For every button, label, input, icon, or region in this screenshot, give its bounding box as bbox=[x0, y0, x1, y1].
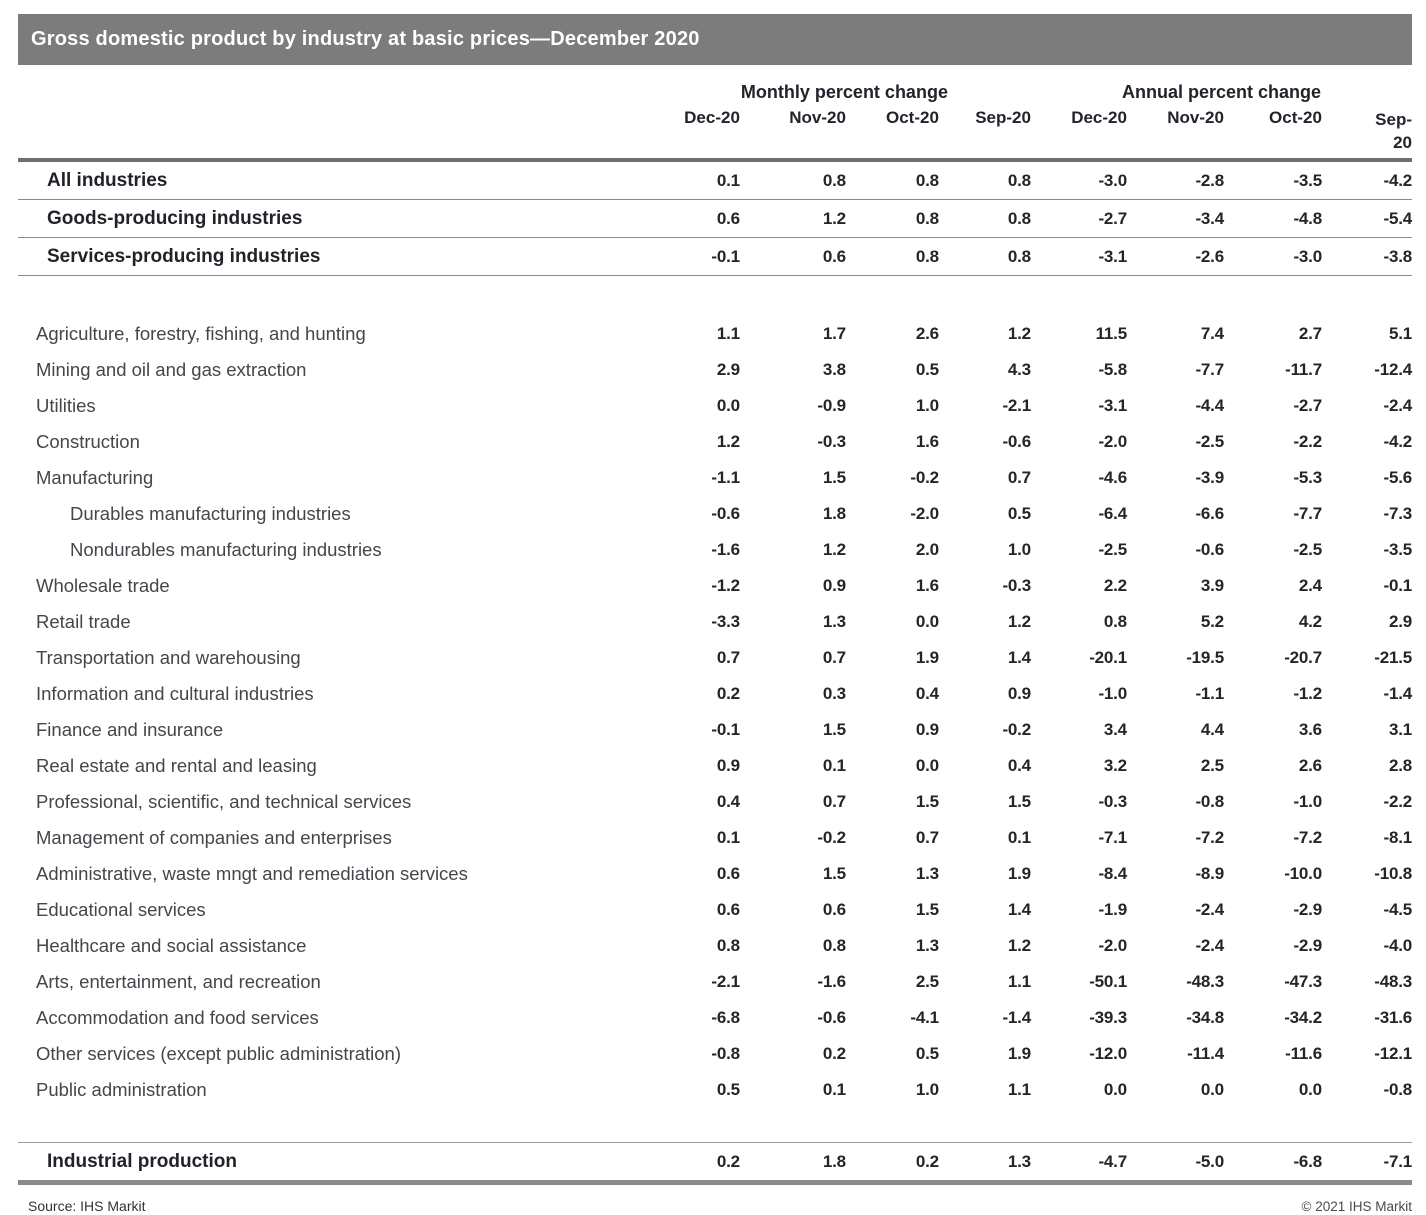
cell-value: 4.4 bbox=[1200, 720, 1224, 739]
footer bbox=[18, 1198, 1412, 1214]
row-label: Mining and oil and gas extraction bbox=[36, 359, 307, 380]
table-row bbox=[18, 1000, 1412, 1036]
column-header: Oct-20 bbox=[886, 108, 939, 127]
row-label: Retail trade bbox=[36, 611, 131, 632]
column-header: Dec-20 bbox=[1071, 108, 1127, 127]
cell-value: -11.6 bbox=[1285, 1044, 1322, 1063]
cell-value: -2.9 bbox=[1293, 936, 1322, 955]
cell-value: 0.8 bbox=[1103, 612, 1127, 631]
cell-value: -50.1 bbox=[1089, 972, 1127, 991]
cell-value: -0.6 bbox=[1195, 540, 1224, 559]
cell-value: -2.0 bbox=[1098, 432, 1127, 451]
cell-value: 0.7 bbox=[716, 648, 740, 667]
table-row bbox=[18, 160, 1412, 200]
cell-value: -2.2 bbox=[1383, 792, 1412, 811]
cell-value: 0.6 bbox=[822, 900, 846, 919]
cell-value: 2.0 bbox=[915, 540, 939, 559]
cell-value: 0.3 bbox=[822, 684, 846, 703]
cell-value: -1.9 bbox=[1098, 900, 1127, 919]
cell-value: -7.3 bbox=[1383, 504, 1412, 523]
cell-value: -4.1 bbox=[910, 1008, 939, 1027]
cell-value: -0.3 bbox=[1098, 792, 1127, 811]
monthly-group-header: Monthly percent change bbox=[740, 82, 948, 102]
table-row bbox=[18, 200, 1412, 238]
cell-value: 2.9 bbox=[1388, 612, 1412, 631]
cell-value: -1.6 bbox=[711, 540, 740, 559]
cell-value: 1.3 bbox=[1007, 1151, 1031, 1171]
table-row bbox=[18, 820, 1412, 856]
cell-value: -4.0 bbox=[1383, 936, 1412, 955]
cell-value: 0.8 bbox=[915, 170, 939, 190]
row-label: Services-producing industries bbox=[47, 245, 321, 267]
source-note: Source: IHS Markit bbox=[28, 1198, 146, 1214]
cell-value: -2.2 bbox=[1293, 432, 1322, 451]
cell-value: -2.4 bbox=[1195, 936, 1224, 955]
cell-value: 3.1 bbox=[1388, 720, 1412, 739]
cell-value: -2.4 bbox=[1195, 900, 1224, 919]
table-row bbox=[18, 1036, 1412, 1072]
cell-value: 0.8 bbox=[822, 936, 846, 955]
cell-value: 2.9 bbox=[716, 360, 740, 379]
row-label: Information and cultural industries bbox=[36, 683, 314, 704]
cell-value: -12.0 bbox=[1089, 1044, 1127, 1063]
cell-value: 3.6 bbox=[1298, 720, 1322, 739]
cell-value: -0.1 bbox=[711, 720, 740, 739]
cell-value: -3.8 bbox=[1383, 246, 1412, 266]
cell-value: 1.2 bbox=[716, 432, 740, 451]
row-label: Wholesale trade bbox=[36, 575, 170, 596]
cell-value: -2.9 bbox=[1293, 900, 1322, 919]
cell-value: -1.0 bbox=[1293, 792, 1322, 811]
cell-value: 0.5 bbox=[915, 360, 939, 379]
cell-value: 0.4 bbox=[1007, 756, 1031, 775]
cell-value: -4.8 bbox=[1293, 208, 1322, 228]
table-row bbox=[18, 928, 1412, 964]
cell-value: -1.2 bbox=[711, 576, 740, 595]
cell-value: 1.3 bbox=[915, 864, 939, 883]
row-label: Utilities bbox=[36, 395, 96, 416]
cell-value: 0.9 bbox=[1007, 684, 1031, 703]
cell-value: 0.0 bbox=[1298, 1080, 1322, 1099]
cell-value: 1.5 bbox=[915, 900, 939, 919]
cell-value: -2.5 bbox=[1098, 540, 1127, 559]
cell-value: -3.1 bbox=[1098, 396, 1127, 415]
cell-value: -4.2 bbox=[1383, 170, 1412, 190]
cell-value: 2.5 bbox=[1200, 756, 1224, 775]
row-label: Healthcare and social assistance bbox=[36, 935, 307, 956]
cell-value: 1.2 bbox=[822, 208, 846, 228]
cell-value: -7.2 bbox=[1293, 828, 1322, 847]
cell-value: -6.8 bbox=[711, 1008, 740, 1027]
cell-value: 1.5 bbox=[822, 720, 846, 739]
table-row bbox=[18, 892, 1412, 928]
cell-value: -8.9 bbox=[1195, 864, 1224, 883]
table-row bbox=[18, 388, 1412, 424]
cell-value: -8.1 bbox=[1383, 828, 1412, 847]
cell-value: -7.7 bbox=[1293, 504, 1322, 523]
cell-value: -0.8 bbox=[711, 1044, 740, 1063]
row-label: Public administration bbox=[36, 1079, 207, 1100]
cell-value: 7.4 bbox=[1200, 324, 1224, 343]
cell-value: 1.5 bbox=[1007, 792, 1031, 811]
table-header bbox=[18, 75, 1412, 160]
cell-value: -0.1 bbox=[1383, 576, 1412, 595]
table-row bbox=[18, 532, 1412, 568]
row-label: Management of companies and enterprises bbox=[36, 827, 392, 848]
cell-value: 0.6 bbox=[716, 864, 740, 883]
cell-value: -3.3 bbox=[711, 612, 740, 631]
cell-value: -6.6 bbox=[1195, 504, 1224, 523]
cell-value: -3.9 bbox=[1195, 468, 1224, 487]
cell-value: -6.8 bbox=[1293, 1151, 1322, 1171]
column-header: Nov-20 bbox=[1167, 108, 1224, 127]
cell-value: -34.2 bbox=[1284, 1008, 1322, 1027]
cell-value: -10.8 bbox=[1374, 864, 1412, 883]
table-row bbox=[18, 748, 1412, 784]
cell-value: 2.6 bbox=[915, 324, 939, 343]
row-label: Construction bbox=[36, 431, 140, 452]
table-row bbox=[18, 460, 1412, 496]
cell-value: -4.4 bbox=[1195, 396, 1224, 415]
cell-value: 5.2 bbox=[1200, 612, 1224, 631]
column-header: Nov-20 bbox=[789, 108, 846, 127]
cell-value: 1.1 bbox=[1007, 1080, 1031, 1099]
cell-value: -0.9 bbox=[817, 396, 846, 415]
cell-value: -4.7 bbox=[1098, 1151, 1127, 1171]
cell-value: 11.5 bbox=[1095, 324, 1127, 343]
row-label: Durables manufacturing industries bbox=[70, 503, 351, 524]
cell-value: -1.0 bbox=[1098, 684, 1127, 703]
cell-value: 1.5 bbox=[822, 468, 846, 487]
cell-value: 0.9 bbox=[915, 720, 939, 739]
row-label: Educational services bbox=[36, 899, 206, 920]
cell-value: 0.4 bbox=[915, 684, 939, 703]
cell-value: -20.1 bbox=[1089, 648, 1127, 667]
cell-value: -5.0 bbox=[1195, 1151, 1224, 1171]
cell-value: 0.0 bbox=[716, 396, 740, 415]
cell-value: 0.8 bbox=[1007, 246, 1031, 266]
cell-value: 1.9 bbox=[915, 648, 939, 667]
cell-value: 0.7 bbox=[1007, 468, 1031, 487]
cell-value: 0.6 bbox=[822, 246, 846, 266]
industrial-production-rows bbox=[18, 1143, 1412, 1183]
cell-value: -2.1 bbox=[711, 972, 740, 991]
cell-value: 0.8 bbox=[915, 246, 939, 266]
cell-value: -1.1 bbox=[1195, 684, 1224, 703]
cell-value: -1.4 bbox=[1383, 684, 1412, 703]
cell-value: -1.6 bbox=[817, 972, 846, 991]
cell-value: 0.6 bbox=[716, 900, 740, 919]
cell-value: 0.0 bbox=[1103, 1080, 1127, 1099]
label-column-header bbox=[18, 105, 658, 160]
cell-value: -1.4 bbox=[1002, 1008, 1031, 1027]
cell-value: -3.1 bbox=[1098, 246, 1127, 266]
cell-value: 3.4 bbox=[1103, 720, 1127, 739]
cell-value: -5.8 bbox=[1098, 360, 1127, 379]
column-header: Sep-20 bbox=[1375, 110, 1412, 152]
cell-value: 0.8 bbox=[1007, 208, 1031, 228]
cell-value: 2.4 bbox=[1298, 576, 1322, 595]
table-row bbox=[18, 352, 1412, 388]
cell-value: 1.5 bbox=[822, 864, 846, 883]
cell-value: -2.0 bbox=[1098, 936, 1127, 955]
annual-group-header: Annual percent change bbox=[1121, 82, 1321, 102]
cell-value: 1.8 bbox=[822, 1151, 846, 1171]
cell-value: 0.0 bbox=[915, 756, 939, 775]
cell-value: 0.5 bbox=[716, 1080, 740, 1099]
table-row bbox=[18, 604, 1412, 640]
cell-value: 0.1 bbox=[716, 828, 740, 847]
row-label: Administrative, waste mngt and remediation services bbox=[36, 863, 468, 884]
cell-value: 2.8 bbox=[1388, 756, 1412, 775]
cell-value: -0.6 bbox=[711, 504, 740, 523]
table-row bbox=[18, 676, 1412, 712]
industry-rows bbox=[18, 316, 1412, 1108]
cell-value: 1.8 bbox=[822, 504, 846, 523]
cell-value: 1.0 bbox=[915, 396, 939, 415]
cell-value: 1.5 bbox=[915, 792, 939, 811]
cell-value: -0.8 bbox=[1383, 1080, 1412, 1099]
cell-value: -0.1 bbox=[711, 246, 740, 266]
cell-value: 0.7 bbox=[822, 792, 846, 811]
cell-value: -0.6 bbox=[817, 1008, 846, 1027]
cell-value: -34.8 bbox=[1186, 1008, 1224, 1027]
cell-value: -2.8 bbox=[1195, 170, 1224, 190]
row-label: Agriculture, forestry, fishing, and hunting bbox=[36, 323, 366, 344]
table-row bbox=[18, 964, 1412, 1000]
cell-value: -3.5 bbox=[1293, 170, 1322, 190]
cell-value: 0.8 bbox=[915, 208, 939, 228]
cell-value: 0.8 bbox=[716, 936, 740, 955]
cell-value: -3.0 bbox=[1293, 246, 1322, 266]
table-row bbox=[18, 316, 1412, 352]
cell-value: -12.4 bbox=[1374, 360, 1412, 379]
cell-value: 0.9 bbox=[822, 576, 846, 595]
cell-value: -3.4 bbox=[1195, 208, 1224, 228]
cell-value: -8.4 bbox=[1098, 864, 1127, 883]
cell-value: 2.6 bbox=[1298, 756, 1322, 775]
spacer bbox=[18, 1108, 1412, 1143]
cell-value: 4.2 bbox=[1298, 612, 1322, 631]
table-row bbox=[18, 1072, 1412, 1108]
cell-value: -7.2 bbox=[1195, 828, 1224, 847]
cell-value: -47.3 bbox=[1284, 972, 1322, 991]
cell-value: 0.7 bbox=[822, 648, 846, 667]
cell-value: 1.3 bbox=[822, 612, 846, 631]
cell-value: -2.5 bbox=[1293, 540, 1322, 559]
spacer bbox=[18, 276, 1412, 317]
cell-value: 0.1 bbox=[716, 170, 740, 190]
cell-value: 1.9 bbox=[1007, 864, 1031, 883]
cell-value: -48.3 bbox=[1186, 972, 1224, 991]
cell-value: 1.3 bbox=[915, 936, 939, 955]
cell-value: -0.3 bbox=[1002, 576, 1031, 595]
cell-value: 0.0 bbox=[1200, 1080, 1224, 1099]
table-row bbox=[18, 496, 1412, 532]
cell-value: -2.7 bbox=[1098, 208, 1127, 228]
cell-value: -1.2 bbox=[1293, 684, 1322, 703]
row-label: Professional, scientific, and technical services bbox=[36, 791, 412, 812]
cell-value: 3.9 bbox=[1200, 576, 1224, 595]
table-row bbox=[18, 640, 1412, 676]
cell-value: 0.2 bbox=[716, 1151, 740, 1171]
cell-value: -31.6 bbox=[1374, 1008, 1412, 1027]
cell-value: 0.5 bbox=[1007, 504, 1031, 523]
cell-value: 0.2 bbox=[822, 1044, 846, 1063]
table-row bbox=[18, 784, 1412, 820]
cell-value: 1.2 bbox=[822, 540, 846, 559]
cell-value: 0.5 bbox=[915, 1044, 939, 1063]
table-row bbox=[18, 424, 1412, 460]
cell-value: 2.7 bbox=[1298, 324, 1322, 343]
table-row bbox=[18, 856, 1412, 892]
cell-value: -1.1 bbox=[711, 468, 740, 487]
cell-value: 1.1 bbox=[716, 324, 740, 343]
cell-value: -10.0 bbox=[1284, 864, 1322, 883]
cell-value: -2.1 bbox=[1002, 396, 1031, 415]
page-title: Gross domestic product by industry at basic prices—December 2020 bbox=[31, 28, 700, 50]
cell-value: -3.5 bbox=[1383, 540, 1412, 559]
row-label: Arts, entertainment, and recreation bbox=[36, 971, 321, 992]
group-header-row bbox=[18, 75, 1412, 105]
cell-value: -4.2 bbox=[1383, 432, 1412, 451]
cell-value: 0.0 bbox=[915, 612, 939, 631]
cell-value: -0.3 bbox=[817, 432, 846, 451]
cell-value: 1.2 bbox=[1007, 324, 1031, 343]
cell-value: -0.6 bbox=[1002, 432, 1031, 451]
cell-value: 0.6 bbox=[716, 208, 740, 228]
cell-value: -48.3 bbox=[1374, 972, 1412, 991]
table-row bbox=[18, 1143, 1412, 1183]
title-bar bbox=[18, 14, 1412, 65]
cell-value: -7.1 bbox=[1383, 1151, 1412, 1171]
table-row bbox=[18, 568, 1412, 604]
row-label: Manufacturing bbox=[36, 467, 154, 488]
cell-value: -2.0 bbox=[910, 504, 939, 523]
copyright-note: © 2021 IHS Markit bbox=[1301, 1198, 1412, 1214]
cell-value: 1.0 bbox=[915, 1080, 939, 1099]
cell-value: 1.4 bbox=[1007, 648, 1031, 667]
cell-value: 1.2 bbox=[1007, 936, 1031, 955]
cell-value: 1.2 bbox=[1007, 612, 1031, 631]
cell-value: 1.6 bbox=[915, 576, 939, 595]
cell-value: 0.2 bbox=[716, 684, 740, 703]
row-label: Transportation and warehousing bbox=[36, 647, 301, 668]
cell-value: -7.1 bbox=[1098, 828, 1127, 847]
cell-value: 1.9 bbox=[1007, 1044, 1031, 1063]
cell-value: -11.4 bbox=[1187, 1044, 1224, 1063]
cell-value: 0.7 bbox=[915, 828, 939, 847]
cell-value: -7.7 bbox=[1195, 360, 1224, 379]
row-label: Finance and insurance bbox=[36, 719, 224, 740]
cell-value: -4.5 bbox=[1383, 900, 1412, 919]
table-row bbox=[18, 238, 1412, 276]
cell-value: 0.8 bbox=[822, 170, 846, 190]
column-header: Dec-20 bbox=[684, 108, 740, 127]
cell-value: 1.7 bbox=[822, 324, 846, 343]
label-column-header bbox=[18, 75, 658, 105]
row-label: Accommodation and food services bbox=[36, 1007, 319, 1028]
cell-value: 3.8 bbox=[822, 360, 846, 379]
cell-value: 0.2 bbox=[915, 1151, 939, 1171]
cell-value: -0.2 bbox=[1002, 720, 1031, 739]
cell-value: 1.1 bbox=[1007, 972, 1031, 991]
cell-value: -0.8 bbox=[1195, 792, 1224, 811]
gdp-table bbox=[18, 75, 1412, 1185]
cell-value: -5.6 bbox=[1383, 468, 1412, 487]
cell-value: -12.1 bbox=[1374, 1044, 1412, 1063]
cell-value: -2.6 bbox=[1195, 246, 1224, 266]
cell-value: 3.2 bbox=[1103, 756, 1127, 775]
cell-value: -11.7 bbox=[1285, 360, 1322, 379]
cell-value: -2.7 bbox=[1293, 396, 1322, 415]
column-header: Oct-20 bbox=[1269, 108, 1322, 127]
cell-value: 0.8 bbox=[1007, 170, 1031, 190]
row-label: Industrial production bbox=[47, 1150, 237, 1172]
cell-value: -5.4 bbox=[1383, 208, 1412, 228]
cell-value: -39.3 bbox=[1089, 1008, 1127, 1027]
cell-value: 0.1 bbox=[822, 1080, 846, 1099]
cell-value: 1.4 bbox=[1007, 900, 1031, 919]
cell-value: 0.9 bbox=[716, 756, 740, 775]
cell-value: -21.5 bbox=[1374, 648, 1412, 667]
cell-value: -6.4 bbox=[1098, 504, 1127, 523]
row-label: Nondurables manufacturing industries bbox=[70, 539, 382, 560]
date-header-row bbox=[18, 105, 1412, 160]
cell-value: 5.1 bbox=[1388, 324, 1412, 343]
row-label: Other services (except public administration) bbox=[36, 1043, 402, 1064]
row-label: Goods-producing industries bbox=[47, 207, 303, 229]
cell-value: 0.4 bbox=[716, 792, 740, 811]
cell-value: -19.5 bbox=[1186, 648, 1224, 667]
cell-value: -3.0 bbox=[1098, 170, 1127, 190]
row-label: Real estate and rental and leasing bbox=[36, 755, 317, 776]
cell-value: -0.2 bbox=[817, 828, 846, 847]
cell-value: -2.5 bbox=[1195, 432, 1224, 451]
summary-rows bbox=[18, 160, 1412, 276]
cell-value: -20.7 bbox=[1284, 648, 1322, 667]
cell-value: 2.5 bbox=[915, 972, 939, 991]
cell-value: -0.2 bbox=[910, 468, 939, 487]
cell-value: -5.3 bbox=[1293, 468, 1322, 487]
cell-value: -4.6 bbox=[1098, 468, 1127, 487]
cell-value: 1.6 bbox=[915, 432, 939, 451]
row-label: All industries bbox=[47, 169, 168, 191]
cell-value: 2.2 bbox=[1103, 576, 1127, 595]
column-header: Sep-20 bbox=[975, 108, 1031, 127]
cell-value: -2.4 bbox=[1383, 396, 1412, 415]
cell-value: 4.3 bbox=[1007, 360, 1031, 379]
cell-value: 0.1 bbox=[1007, 828, 1031, 847]
cell-value: 1.0 bbox=[1007, 540, 1031, 559]
table-row bbox=[18, 712, 1412, 748]
cell-value: 0.1 bbox=[822, 756, 846, 775]
